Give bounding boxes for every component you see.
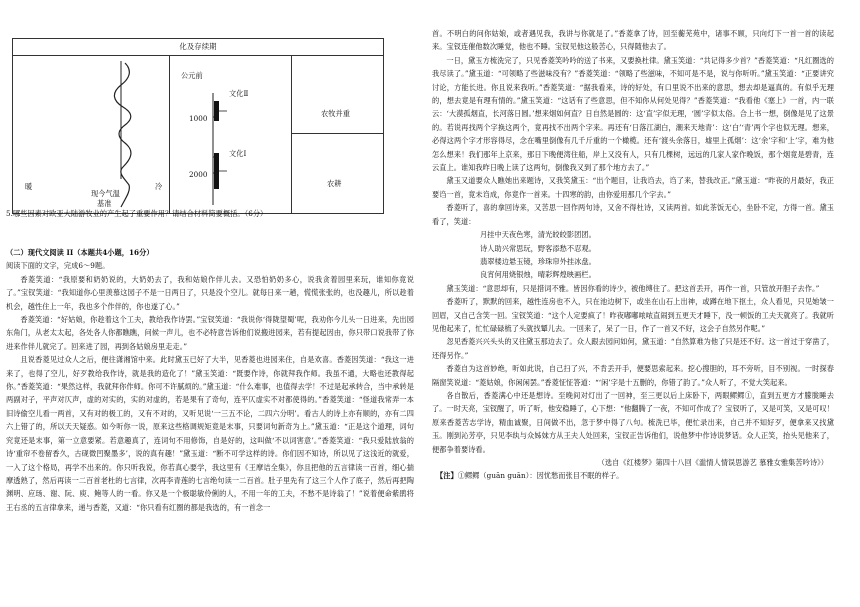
baseline-label-1: 现今气温 [91, 189, 120, 198]
poem-line: 良宵何用烧银烛，晴彩辉煌映画栏。 [480, 270, 596, 280]
warm-label: 暖 [25, 182, 33, 191]
figure-table [12, 38, 384, 214]
footnote-text: ①鳏鳏（guān guān）：因忧愁而张目不眠的样子。 [457, 471, 624, 481]
figure-header: 化及存续期 [13, 39, 383, 56]
instruction: 阅读下面的文字，完成6～9题。 [6, 261, 110, 271]
poem-line: 月挂中天夜色寒，清光皎皎影团团。 [480, 230, 596, 240]
paragraph: 黛玉笑道：“意思却有，只是措词不雅。皆因你看的诗少，被他缚住了。把这首丢开，再作一首，只管放开胆子去作。” [446, 283, 820, 293]
era-label: 公元前 [181, 71, 203, 80]
source-citation: （选自《红楼梦》第四十八回《滥情人情误思游艺 慕雅女雅集苦吟诗》） [597, 458, 828, 467]
section-title: （二）现代文阅读 II（本题共4小题，16分） [6, 248, 154, 257]
culture-1-label: 文化Ⅰ [229, 149, 247, 158]
tick-2000: 2000 [189, 170, 208, 179]
paragraph: 香菱笑道：“我原要和奶奶说的，大奶奶去了，我和姑娘作伴儿去。又恐怕奶奶多心，说我贪着园里来玩，谁知你竟说了。”宝钗笑道：“我知道你心里羡慕这园子不是一日两日了，只是没个空儿。就每日来一趟，慌慌张张的，也没趣儿，所以趁着机会，越性住上一年，我也多个作伴的，你也遂了心。” [6, 274, 414, 311]
paragraph: 香菱自为这首妙绝，听如此说，自己扫了兴，不肯丢开手，便要思索起来。挖心搜胆的，耳不旁听，目不别视。一时探春隔窗笑说道：“菱姑娘，你闲闲罢。”香菱怔怔答道：“‘闲’字是十五删的，你错了韵了。”众人听了，不觉大笑起来。 [432, 364, 834, 387]
poem-line: 诗人助兴常思玩，野客添愁不忍观。 [480, 243, 596, 253]
paragraph: 忽见香菱兴兴头头的又往黛玉那边去了。众人跟去园问如何，黛玉道：“自然算难为他了只是还不好。这一首过于穿凿了，还得另作。” [432, 337, 834, 360]
culture-2-label: 文化Ⅱ [229, 89, 249, 98]
footnote [432, 469, 834, 482]
paragraph: 一日，黛玉方梳洗完了，只见香菱笑吟吟的送了书来，又要换杜律。黛玉笑道：“共记得多少首？”香菱笑道：“凡红圈选的我尽读了。”黛玉道：“可领略了些滋味没有？”香菱笑道：“领略了些滋味，不知可是不是，说与你听听。”黛玉笑道：“正要讲究讨论，方能长进。你且说来我听。”香菱笑道：“据我看来，诗的好处，有口里说不出来的意思，想去却是逼真的。有似乎无理的，想去竟是有理有情的。”黛玉笑道：“这话有了些意思，但不知你从何处见得？”香菱笑道：“我看他《塞上》一首，内一联云：‘大漠孤烟直，长河落日圆。’想来烟如何直？日自然是圆的：这‘直’字似无理，‘圆’字似太俗。合上书一想，倒像是见了这景的。若说再找两个字换这两个，竟再找不出两个字来。再还有‘日落江湖白，潮来天地青’：这‘白’‘青’两个字也似无理。想来，必得这两个字才形容得尽，念在嘴里倒像有几千斤重的一个橄榄。还有‘渡头余落日，墟里上孤烟’：这‘余’字和‘上’字，难为他怎么想来！我们那年上京来，那日下晚便湾住船，岸上又没有人，只有几棵树，远远的几家人家作晚饭，那个烟竟是碧青，连云直上。谁知我昨日晚上读了这两句，倒像我又到了那个地方去了。” [432, 55, 834, 173]
paragraph: 香菱笑道：“好姑娘，你趁着这个工夫，教给我作诗罢。”宝钗笑道：“我说你‘得陇望蜀’呢，我劝你今儿头一日进来，先出园东角门，从老太太起，各处各人你都瞧瞧，问候一声儿，也不必特意告诉他们说搬进园来，若有提起因由，你只带口说我带了你进来作伴儿就完了。回来进了园，再到各姑娘房里走走。” [6, 315, 414, 351]
footnote-label: 【注】 [436, 471, 458, 481]
tick-1000: 1000 [189, 114, 208, 123]
paragraph: 且说香菱见过众人之后，便往潇湘馆中来。此时黛玉已好了大半，见香菱也进园来住，自是欢喜。香菱因笑道：“我这一进来了，也得了空儿，好歹教给我作诗，就是我的造化了！”黛玉笑道：“既要作诗，你就拜我作师。我虽不通，大略也还教得起你。”香菱笑道：“果然这样，我就拜你作师。你可不许腻烦的。”黛玉道：“什么难事，也值得去学！不过是起承转合，当中承转是两副对子，平声对仄声，虚的对实的，实的对虚的，若是果有了奇句，连平仄虚实不对都使得的。”香菱笑道：“怪道我常弄一本旧诗偷空儿看一两首，又有对的极工的，又有不对的，又听见说‘一三五不论，二四六分明’。看古人的诗上亦有顺的，亦有二四六上错了的，所以天天疑惑。如今听你一说，原来这些格调规矩竟是末事，只要词句新奇为上。”黛玉道：“正是这个道理，词句究竟还是末事，第一立意要紧。若意趣真了，连词句不用修饰，自是好的，这叫做‘不以词害意’。”香菱笑道：“我只爱陆放翁的诗‘重帘不卷留香久，古砚微凹聚墨多’，说的真有趣！”黛玉道：“断不可学这样的诗。你们因不知诗，所以见了这浅近的就爱，一入了这个格局，再学不出来的。你只听我说，你若真心要学，我这里有《王摩诘全集》，你且把他的五言律读一百首，细心揣摩透熟了，然后再读一二百首老杜的七言律，次再李青莲的七言绝句读一二百首。肚子里先有了这三个人作了底子，然后再把陶渊明、应玚、谢、阮、庾、鲍等人的一看。你又是一个极聪敏伶俐的人，不用一年的工夫，不愁不是诗翁了！”说着便命紫鹃将王右丞的五言律拿来，递与香菱，又道：“你只看有红圈的都是我选的，有一首念一 [6, 355, 414, 512]
paragraph: 黛玉又道要众人瞧她出来题诗，又我笑黛玉：“出个题目，让我诌去，诌了来，替我改正。”黛玉道：“昨夜的月最好，我正要诌一首，竟未诌成，你竟作一首来。十四寒的韵，由你爱用那几个字去。” [432, 176, 834, 199]
paragraph: 首。不明白的问你姑娘，或者遇见我，我讲与你就是了。”香菱拿了诗，回至蘅芜苑中，诸事不顾，只向灯下一首一首的读起来。宝钗连催他数次睡觉，他也不睡。宝钗见他这般苦心，只得随他去了。 [432, 29, 834, 52]
poem-line: 翡翠楼边悬玉镜，珍珠帘外挂冰盘。 [480, 256, 596, 266]
cold-label: 冷 [155, 182, 163, 191]
paragraph: 各自散后，香菱满心中还是想诗。至晚间对灯出了一回神，至三更以后上床卧下，两眼鳏鳏①，直到五更方才朦胧睡去了。一时天亮，宝钗醒了，听了听，他安稳睡了，心下想：“他翻腾了一夜，不知可作成了？宝钗听了，又是可笑，又是可叹！原来香菱苦志学诗，精血诚聚，日间做不出，忽于梦中得了八句。梳洗已毕，便忙录出来，自己并不知好歹，便拿来又找黛玉。刚到沁芳亭，只见李纨与众姊妹方从王夫人处回来，宝钗正告诉他们，说他梦中作诗说梦话。众人正笑，抬头见他来了，便都争着要诗看。 [432, 390, 834, 454]
paragraph: 香菱听了，喜的拿回诗来，又苦思一回作两句诗，又舍不得杜诗，又读两首。如此茶饭无心，坐卧不定，方得一首。黛玉看了，笑道： [432, 203, 834, 226]
paragraph: 香菱听了，默默的回来，越性连房也不入，只在池边树下，或坐在山石上出神，或蹲在地下抠土，众人看见，只见她皱一回眉，又自己含笑一回。宝钗笑道：“这个人定要疯了！昨夜嘟嘟哝哝直闹到五更天才睡下，没一顿饭的工夫天就亮了。我就听见他起来了，忙忙碌碌梳了头就找颦儿去。一回来了，呆了一日，作了一首又不好，这会子自然另作呢。” [432, 297, 834, 333]
mode-1-label: 农耕 [327, 179, 342, 188]
mode-2-label: 农牧并重 [321, 109, 350, 118]
baseline-label-2: 基准 [97, 199, 112, 208]
question-5: 5.哪些因素对欧亚大陆游牧业的产生起了重要作用？请结合材料简要概括。（6分） [6, 209, 268, 218]
